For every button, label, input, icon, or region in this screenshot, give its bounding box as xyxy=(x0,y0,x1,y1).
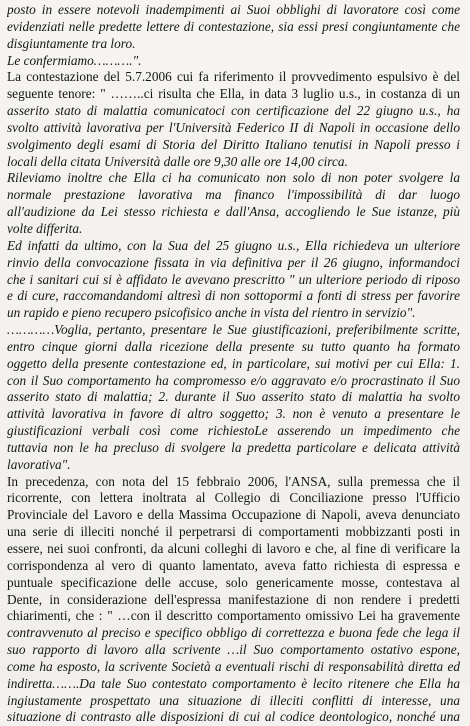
text-line: svolgimento degli esami di Storia del Diritto Italiano tenutisi in Napoli presso i xyxy=(7,136,460,152)
text-line: disgiuntamente tra loro. xyxy=(7,35,136,51)
text-line: contravvenuto al preciso e specifico obbligo di correttezza e buona fede che lega il xyxy=(7,625,460,641)
text-line: attività lavorativa in favore di altro soggetto; 3. non è venuto a presentare le xyxy=(7,406,460,422)
text-line: oggetto della presente contestazione ed, in particolare, sui motivi per cui Ella: 1. xyxy=(7,355,460,371)
text-line: volte differita. xyxy=(7,220,83,236)
text-line: ingiustamente prospettato una situazione di illeciti conflitti di interesse, una xyxy=(7,692,460,708)
text-line: giustificazioni verbali così come richiestoLe asserendo un impedimento che xyxy=(7,423,460,439)
text-line: essere, nei suoi confronti, da alcuni colleghi di lavoro e che, al fine di verificare la xyxy=(7,541,460,556)
text-line: posto in essere notevoli inadempimenti ai Suoi obblighi di lavoratore così come xyxy=(7,2,460,17)
text-line: asserito stato di malattia; 2. durante il Suo asserito stato di malattia ha svolto xyxy=(7,389,460,405)
text-line: chiarimenti, che : " …con il descritto comportamento omissivo Lei ha gravemente xyxy=(7,608,460,624)
text-line: come ha esposto, la scrivente Società a eventuali rischi di responsabilità diretta ed xyxy=(7,658,460,674)
text-line: che i sanitari cui si è affidato le avevano prescritto " un ulteriore periodo di riposo xyxy=(7,271,460,287)
text-line: con il Suo comportamento ha compromesso e/o aggravato e/o procrastinato il Suo xyxy=(7,372,460,388)
text-line: ricorrente, con lettera inoltrata al Collegio di Conciliazione presso l'Ufficio xyxy=(7,490,460,506)
text-line: lavorativa". xyxy=(7,456,71,472)
text-line: entro cinque giorni dalla ricezione della presente su tutto quanto ha formato xyxy=(7,338,460,354)
text-line: locali della citata Università dalle ore 9,30 alle ore 14,00 circa. xyxy=(7,153,348,169)
text-line: una serie di illeciti nonché il perpetrarsi di comportamenti mobbizzanti posti in xyxy=(7,524,460,540)
text-line: seguente tenore: " ……..ci risulta che Ella, in data 3 luglio u.s., in costanza di un xyxy=(7,86,460,102)
text-line: situazione di contrasto alle disposizioni di cui al codice deontologico, nonché una xyxy=(7,709,460,725)
text-line: normale prestazione lavorativa ma financo l'impossibilità di dar luogo xyxy=(7,187,460,203)
text-line: e di cure, raccomandandomi altresì di non sottopormi a fonti di stress per favorire xyxy=(7,288,460,304)
text-line: asserito stato di malattia comunicatoci con certificazione del 22 giugno u.s., ha xyxy=(7,103,460,119)
text-line: rinvio della convocazione fissata in via definitiva per il 26 giugno, informandoci xyxy=(7,254,460,270)
text-line: svolto attività lavorativa per l'Università Federico II di Napoli in occasione dello xyxy=(7,119,460,135)
text-line: Rileviamo inoltre che Ella ci ha comunicato non solo di non poter svolgere la xyxy=(7,170,460,186)
text-line: puntuale specificazione delle accuse, solo genericamente mosse, contestava al xyxy=(7,574,460,590)
document-body xyxy=(7,2,460,726)
text-line: corrispondenza al vero di quanto lamentato, aveva fatto richiesta di espressa e xyxy=(7,557,460,573)
text-line: un rapido e pieno recupero psicofisico anche in vista del rientro in servizio". xyxy=(7,305,416,321)
text-line: suo rapporto di lavoro alla scrivente …il Suo comportamento ostativo espone, xyxy=(7,642,460,658)
text-line: In precedenza, con nota del 15 febbraio 2006, l'ANSA, sulla premessa che il xyxy=(7,473,460,489)
text-line: tuttavia non le ha precluso di svolgere la predetta particolare e delicata attività xyxy=(7,439,460,455)
text-line: all'audizione da Lei stesso richiesta e dall'Ansa, accogliendo le Sue istanze, più xyxy=(7,204,460,220)
text-line: Le confermiamo……….". xyxy=(7,52,142,68)
text-line: …………Voglia, pertanto, presentare le Sue giustificazioni, preferibilmente scritte, xyxy=(7,322,460,338)
text-line: Provinciale del Lavoro e della Massima Occupazione di Napoli, aveva denunciato xyxy=(7,507,460,523)
text-line: indiretta…….Da tale Suo contestato comportamento è lecito ritenere che Ella ha xyxy=(7,675,460,691)
text-line: evidenziati nelle predette lettere di contestazione, sia essi presi congiuntamente che xyxy=(7,18,460,34)
text-line: La contestazione del 5.7.2006 cui fa riferimento il provvedimento espulsivo è del xyxy=(7,69,460,85)
text-line: Ed infatti da ultimo, con la Sua del 25 giugno u.s., Ella richiedeva un ulteriore xyxy=(7,237,460,253)
text-line: Dente, in considerazione dell'espressa manifestazione di non rendere i predetti xyxy=(7,591,460,607)
